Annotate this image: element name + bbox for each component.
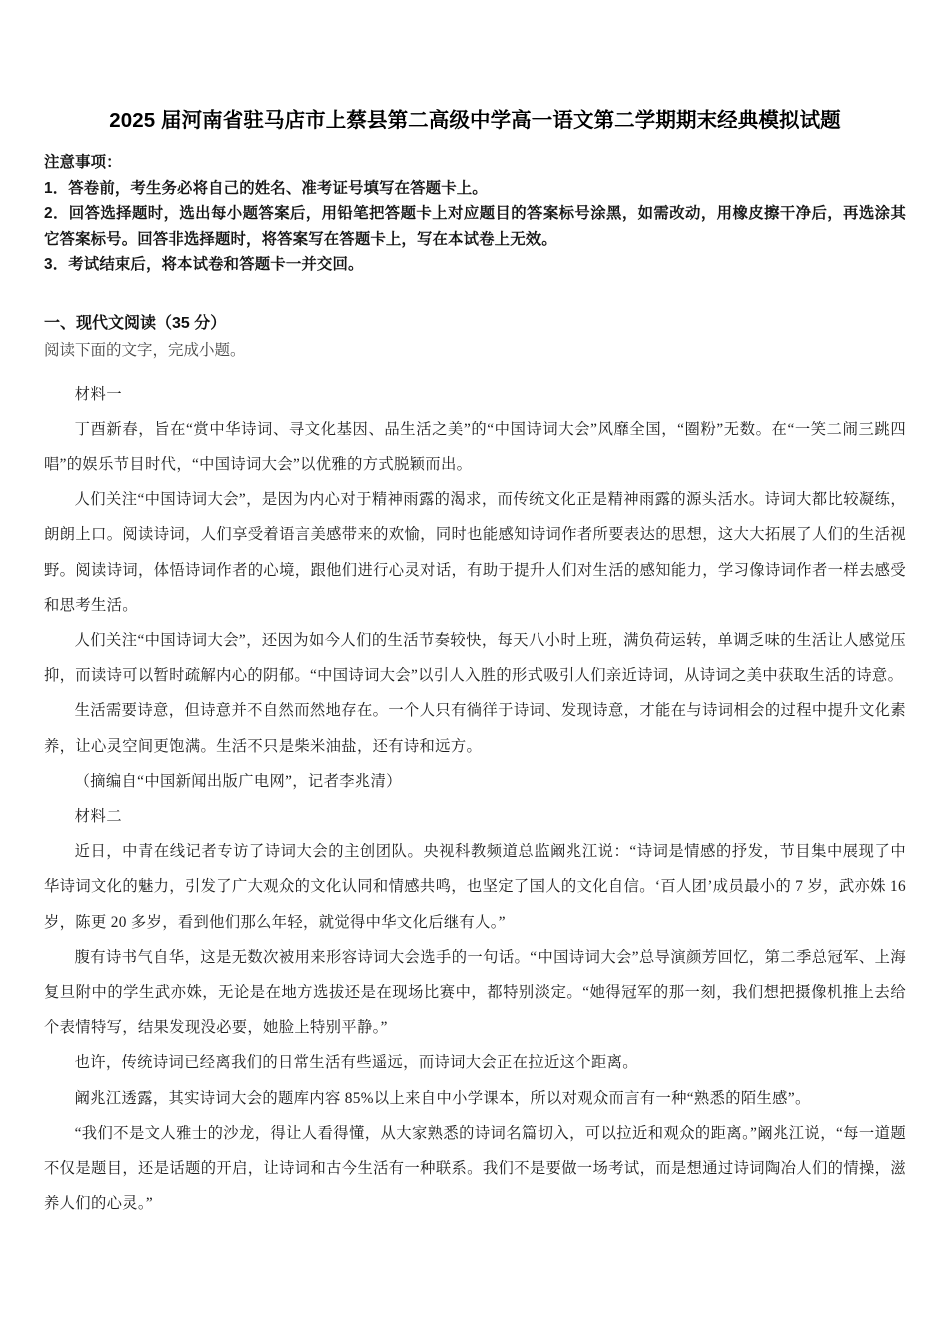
material-two-label: 材料二 bbox=[74, 807, 123, 825]
notice-item-3: 3．考试结束后，将本试卷和答题卡一并交回。 bbox=[44, 256, 364, 273]
material-two-paragraph-5: “我们不是文人雅士的沙龙，得让人看得懂，从大家熟悉的诗词名篇切入，可以拉近和观众的距离。”阚兆江说，“每一道题不仅是题目，还是话题的开启，让诗词和古今生活有一种联系。我们不是要做一场考试，而是想通过诗词陶冶人们的情操，滋养人们的心灵。” bbox=[44, 1124, 906, 1213]
notice-item-1: 1．答卷前，考生务必将自己的姓名、准考证号填写在答题卡上。 bbox=[44, 179, 488, 197]
material-one-paragraph-2: 人们关注“中国诗词大会”，是因为内心对于精神雨露的渴求，而传统文化正是精神雨露的源头活水。诗词大都比较凝练，朗朗上口。阅读诗词，人们享受着语言美感带来的欢愉，同时也能感知诗词作者所要表达的思想，这大大拓展了人们的生活视野。阅读诗词，体悟诗词作者的心境，跟他们进行心灵对话，有助于提升人们对生活的感知能力，学习像诗词作者一样去感受和思考生活。 bbox=[44, 491, 906, 614]
page-title: 2025 届河南省驻马店市上蔡县第二高级中学高一语文第二学期期末经典模拟试题 bbox=[109, 109, 841, 132]
notice-heading: 注意事项： bbox=[44, 154, 122, 171]
notice-section bbox=[44, 150, 906, 278]
section-heading-one: 一、现代文阅读（35 分） bbox=[44, 314, 227, 332]
material-two-paragraph-4: 阚兆江透露，其实诗词大会的题库内容 85%以上来自中小学课本，所以对观众而言有一种“熟悉的陌生感”。 bbox=[74, 1089, 811, 1107]
material-one-paragraph-4: 生活需要诗意，但诗意并不自然而然地存在。一个人只有徜徉于诗词、发现诗意，才能在与诗词相会的过程中提升文化素养，让心灵空间更饱满。生活不只是柴米油盐，还有诗和远方。 bbox=[44, 702, 906, 755]
material-two-paragraph-1: 近日，中青在线记者专访了诗词大会的主创团队。央视科教频道总监阚兆江说：“诗词是情感的抒发，节目集中展现了中华诗词文化的魅力，引发了广大观众的文化认同和情感共鸣，也坚定了国人的文化自信。‘百人团’成员最小的 7 岁，武亦姝 16 岁，陈更 20 多岁，看到他们那么年轻，就觉得中华文化后继有人。” bbox=[44, 843, 906, 931]
page-content bbox=[44, 0, 906, 1221]
material-two-paragraph-3: 也许，传统诗词已经离我们的日常生活有些遥远，而诗词大会正在拉近这个距离。 bbox=[74, 1054, 638, 1072]
material-two-paragraph-2: 腹有诗书气自华，这是无数次被用来形容诗词大会选手的一句话。“中国诗词大会”总导演颜芳回忆，第二季总冠军、上海复旦附中的学生武亦姝，无论是在地方选拔还是在现场比赛中，都特别淡定。“她得冠军的那一刻，我们想把摄像机推上去给个表情特写，结果发现没必要，她脸上特别平静。” bbox=[44, 948, 906, 1037]
reading-passage bbox=[44, 363, 906, 1222]
notice-item-2: 2．回答选择题时，选出每小题答案后，用铅笔把答题卡上对应题目的答案标号涂黑，如需改动，用橡皮擦干净后，再选涂其它答案标号。回答非选择题时，将答案写在答题卡上，写在本试卷上无效。 bbox=[44, 205, 906, 248]
material-one-paragraph-3: 人们关注“中国诗词大会”，还因为如今人们的生活节奏较快，每天八小时上班，满负荷运转，单调乏味的生活让人感觉压抑，而读诗可以暂时疏解内心的阴郁。“中国诗词大会”以引人入胜的形式吸引人们亲近诗词，从诗词之美中获取生活的诗意。 bbox=[44, 631, 906, 685]
material-one-label: 材料一 bbox=[74, 385, 123, 403]
material-one-paragraph-1: 丁酉新春，旨在“赏中华诗词、寻文化基因、品生活之美”的“中国诗词大会”风靡全国，“圈粉”无数。在“一笑二闹三跳四唱”的娱乐节目时代，“中国诗词大会”以优雅的方式脱颖而出。 bbox=[44, 420, 906, 473]
section-one-lead: 阅读下面的文字，完成小题。 bbox=[44, 341, 246, 359]
material-one-source: （摘编自“中国新闻出版广电网”，记者李兆清） bbox=[74, 772, 402, 790]
